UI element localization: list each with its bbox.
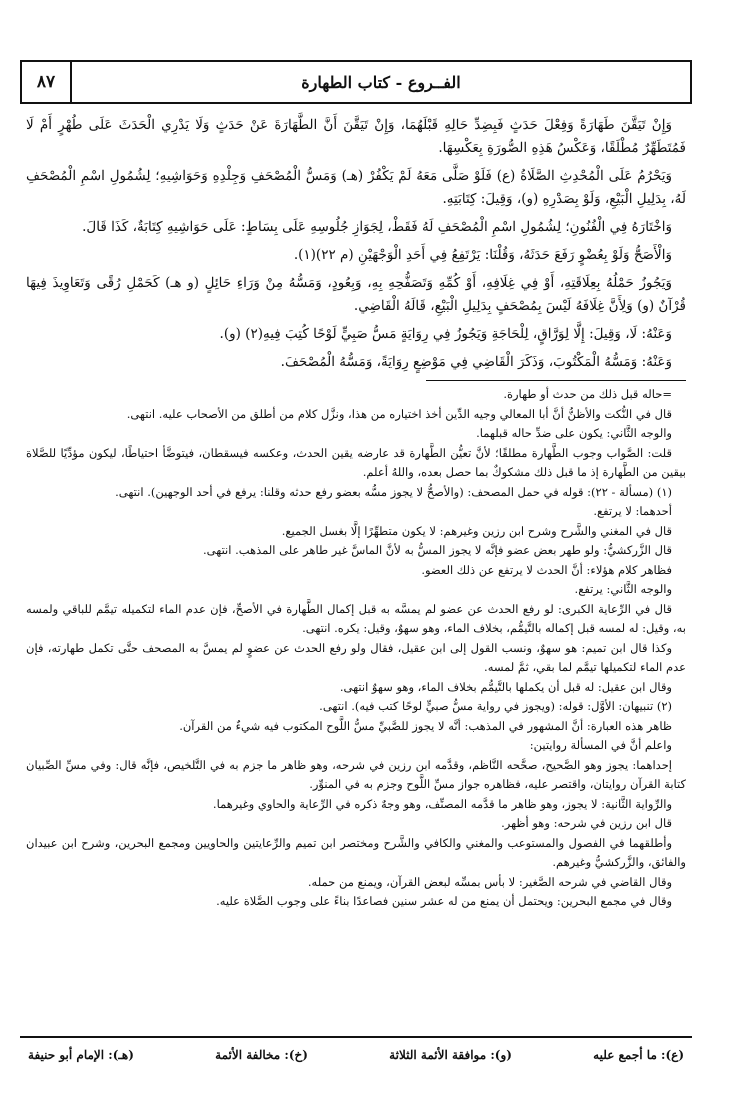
footnote-paragraph: والوجه الثَّاني: يكون على ضدِّ حاله قبلهما.	[476, 426, 672, 440]
page-header	[20, 60, 692, 104]
main-paragraph: وَإِنْ تَيَقَّنَ طَهَارَةً وَفِعْلَ حَدَثٍ فَبِضِدِّ حَالِهِ قَبْلَهُمَا، وَإِنْ تَيَقَّنَ أَنَّ الطَّهَارَةَ عَنْ حَدَثٍ وَلَا يَدْرِي الْحَدَثَ عَلَى طُهْرٍ أَمْ لَا فَمُتَطَهِّرٌ مُطْلَقًا، وَعَكْسُ هَذِهِ الصُّورَةِ بِعَكْسِهَا.	[26, 117, 686, 156]
footnote-paragraph: إحداهما: يجوز وهو الصَّحيح، صحَّحه النَّاظم، وقدَّمه ابن رزين في شرحه، وهو ظاهر ما جزم به في التَّلخيص، فإنَّه قال: وفي مسِّ الصِّبيان كتابة القرآن روايتان، واقتصر عليه، فظاهره جواز مسِّ اللَّوح وجزم به في المنوِّر.	[26, 757, 686, 791]
footnote-paragraph: فظاهر كلام هؤلاء: أنَّ الحدث لا يرتفع عن ذلك العضو.	[421, 562, 672, 577]
footnote-paragraph: قال ابن رزين في شرحه: وهو أظهر.	[501, 816, 672, 830]
main-paragraph: وَعَنْهُ: وَمَسُّهُ الْمَكْتُوبَ، وَذَكَرَ الْقَاضِي فِي مَوْضِعٍ رِوَايَةً، وَمَسُّهُ الْمُصْحَفَ.	[280, 354, 672, 370]
footer-legend-ijma: (ع): ما أجمع عليه	[593, 1048, 684, 1062]
footnote-paragraph: قال في المغني والشَّرح وشرح ابن رزين وغيرهم: لا يكون متطهِّرًا إلَّا بغسل الجميع.	[281, 523, 672, 538]
footnote-paragraph: وأطلقهما في الفصول والمستوعب والمغني والكافي والشَّرح ومختصر ابن تميم والرِّعايتين والحاويين ومجمع البحرين، وشرح ابن عبيدان والفائق، والزَّركشيُّ وغيرهم.	[26, 835, 686, 869]
footnote-paragraph: قال في الرِّعاية الكبرى: لو رفع الحدث عن عضو لم يمسَّه به قبل إكمال الطَّهارة في الأصحِّ، فإن عدم الماء لتكميله تيمَّم للباقي ولمسه به، وقيل: له لمسه قبل إكماله بالتَّيمُّم، بخلاف الماء، وهو سهوٌ، وقيل: يكره. انتهى.	[26, 601, 686, 635]
footnote-paragraph: وقال في مجمع البحرين: ويحتمل أن يمنع من له عشر سنين فصاعدًا بناءً على وجوب الصَّلاة عليه.	[216, 894, 672, 908]
footnote-paragraph: =حاله قبل ذلك من حدث أو طهارة.	[503, 387, 672, 401]
footnote-paragraph: وقال القاضي في شرحه الصَّغير: لا بأس بمسِّه لبعض القرآن، ويمنع من حمله.	[307, 874, 672, 889]
main-text	[20, 114, 692, 374]
main-paragraph: وَيَجُوزُ حَمْلُهُ بِعِلَاقَتِهِ، أَوْ فِي غِلَافِهِ، أَوْ كُمِّهِ وَتَصَفُّحِهِ بِهِ، وَبِعُودٍ، وَمَسُّهُ مِنْ وَرَاءِ حَائِلٍ (و هـ) كَحَمْلِ رُقًى وَتَعَاوِيذَ فِيهَا قُرْآنٌ (و) وَلِأَنَّ غِلَافَهُ لَيْسَ بِمُصْحَفٍ بِدَلِيلِ الْبَيْعِ، قَالَهُ الْقَاضِي.	[26, 275, 686, 314]
footnote-paragraph: ظاهر هذه العبارة: أنَّ المشهور في المذهب: أنَّه لا يجوز للصَّبيِّ مسُّ اللَّوح المكتوب فيه شيءٌ من القرآن.	[179, 718, 672, 733]
main-paragraph: وَيَحْرُمُ عَلَى الْمُحْدِثِ الصَّلَاةُ (ع) فَلَوْ صَلَّى مَعَهُ لَمْ يَكْفُرْ (هـ) وَمَسُّ الْمُصْحَفِ وَجِلْدِهِ وَحَوَاشِيهِ؛ لِشُمُولِ اسْمِ الْمُصْحَفِ لَهُ، بِدَلِيلِ الْبَيْعِ، وَلَوْ بِصَدْرِهِ (و)، وَقِيلَ: كِتَابَتِهِ.	[26, 168, 686, 207]
footnote-paragraph: قال في النُّكت والأظنُّ أنَّ أبا المعالي وجيه الدِّين أخذ اختياره من هذا، ونزَّل كلام من أطلق من الأصحاب عليه. انتهى.	[126, 406, 672, 421]
footnote-paragraph: قلت: الصَّواب وجوب الطَّهارة مطلقًا؛ لأنَّ تعيُّن الطَّهارة قد عارضه يقين الحدث، وعكسه فيسقطان، فيتوضَّأ احتياطًا، ليكون مؤدِّيًا للصَّلاة بيقين من الطَّهارة إذ ما قبل ذلك مشكوكٌ بما حصل بعده، واللهُ أعلم.	[26, 445, 686, 479]
main-paragraph: وَالْأَصَحُّ وَلَوْ بِعُضْوٍ رَفَعَ حَدَثَهُ، وَقُلْنَا: يَرْتَفِعُ فِي أَحَدِ الْوَجْهَيْنِ (م ٢٢)(١).	[293, 247, 672, 263]
footnote-paragraph: وكذا قال ابن تميم: هو سهوٌ، ونسب القول إلى ابن عقيل، فقال ولو رفع الحدث عن عضوٍ لم يمسَّ به المصحف حتَّى تكمل طهارته، فإن عدم الماء لتكميلها تيمَّم لما بقي، ثمَّ لمسه.	[26, 640, 686, 674]
page-number: ٨٧	[22, 62, 72, 102]
main-paragraph: وَاخْتَارَهُ فِي الْفُنُونِ؛ لِشُمُولِ اسْمِ الْمُصْحَفِ لَهُ فَقَطْ، لِجَوَازِ جُلُوسِهِ عَلَى بِسَاطٍ: عَلَى حَوَاشِيهِ كِتَابَةٌ، كَذَا قَالَ.	[82, 219, 672, 235]
footer-legend-abu-hanifa: (هـ): الإمام أبو حنيفة	[28, 1048, 134, 1062]
footnote-paragraph: والرِّواية الثَّانية: لا يجوز، وهو ظاهر ما قدَّمه المصنِّف، وهو وجهٌ ذكره في الرِّعاية والحاوي وغيرهما.	[212, 796, 672, 811]
footnote-divider	[426, 380, 686, 381]
footnote-paragraph: (٢) تنبيهان: الأوَّل: قوله: (ويجوز في رواية مسُّ صبيٍّ لوحًا كتب فيه). انتهى.	[319, 699, 672, 713]
footnotes	[20, 385, 692, 912]
page	[20, 60, 692, 912]
page-footer	[20, 1036, 692, 1062]
page-title: الفــروع - كتاب الطهارة	[301, 72, 461, 92]
footnote-paragraph: واعلم أنَّ في المسألة روايتين:	[529, 738, 672, 752]
footnote-paragraph: والوجه الثَّاني: يرتفع.	[574, 582, 672, 596]
footnote-paragraph: وقال ابن عقيل: له قبل أن يكملها بالتَّيمُّم بخلاف الماء، وهو سهوٌ انتهى.	[339, 679, 672, 694]
footnote-paragraph: (١) (مسألة - ٢٢): قوله في حمل المصحف: (والأصحُّ لا يجوز مسُّه بعضو رفع حدثه وقلنا: يرفع في أحد الوجهين). انتهى.	[115, 484, 672, 499]
main-paragraph: وَعَنْهُ: لَا، وَقِيلَ: إِلَّا لِوَرَّاقٍ، لِلْحَاجَةِ وَيَجُوزُ فِي رِوَايَةٍ مَسُّ صَبِيٍّ لَوْحًا كُتِبَ فِيهِ(٢) (و).	[219, 326, 672, 342]
footnote-paragraph: قال الزَّركشيُّ: ولو طهر بعض عضو فإنَّه لا يجوز المسُّ به لأنَّ الماسَّ غير طاهر على المذهب. انتهى.	[203, 543, 672, 557]
footnote-paragraph: أحدهما: لا يرتفع.	[593, 504, 672, 518]
footer-legend-agreement: (و): موافقة الأئمة الثلاثة	[389, 1048, 512, 1062]
footer-legend-disagreement: (خ): مخالفة الأئمة	[215, 1048, 308, 1062]
